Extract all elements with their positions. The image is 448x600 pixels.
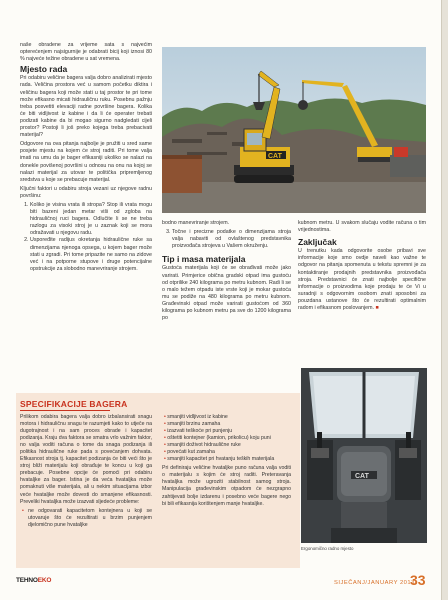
paragraph: Pri definiraju veličine hvataljke puno računa valja voditi o materijalu s kojim će stroj raditi. Preteravanja hvataljka može ugroziti stabilnost samog stroja. Manipulacija građevinskim otpadom će nezgrapno zahtijevati bolje izdarenu i posebno veće bagere nego bi bili efikasnija korištenjem manje hvataljke. (162, 465, 291, 507)
specifications-title: SPECIFIKACIJE BAGERA (20, 399, 128, 409)
column-1-intro: naše obradene za vrijeme sata s najvećim opterećenjem najsigurnije je odabrati bicij koji iznosi 80 % najveće težine obradene u sat vremena. (20, 42, 152, 63)
divider (20, 410, 110, 411)
paragraph: Prilikom odabira bagera valja dobro izbalansirati snagu motora i hidrauličnu snagu te razumjeti kako to utječe na dugotrajnost i na sam proces obrade i kapacitet podizanja. Kraju dva faktora se smatra vrlo važnim faktor, no valja voditi računa o tome da snaga podizanja ili politika hidraulične ruke pada s povećanjem dohvata. Efikasnost stroja tj. kapacitet podizanja će biti veći što je stroj bliži materijalu koji obrađuje te koncu u koji ga prebacuje. Posebne opcije će pomoći pri odabiru hvataljke za bager. Istina je da veća hvataljka može pomaknuti više materijala, ali u nekim situacijama izbor veće hvataljke može dovesti do smanjene efikasnosti. Preveliki hvataljka može izazvati sljedeće probleme: (20, 414, 152, 505)
list-item: • oštetiti kontejner (kamion, prikolicu) koju puni (170, 435, 291, 442)
list-item: • smanjiti brzinu zamaha (170, 421, 291, 428)
paragraph: bodno manevriranje strojem. (162, 220, 230, 226)
list-item: • izazvati teškoće pri punjenju (170, 428, 291, 435)
svg-text:CAT: CAT (268, 153, 282, 160)
paragraph: Pri odabiru veličine bagera valja dobro analizirati mjesto rada. Veličina prostora već u samom početku diktira i veličinu bagera koji može stati u taj prostor te pri tome može efikasno micati hidrauličnu ruku. Posebnu pažnju treba posvetiti elevaciji radne površine bagera. Kolika će biti vidljivost iz kabine i da li će operater trebati podizati kabine da bi mogao sigurno nadgledati cijeli prostor? Postoji li još preko kojega treba prebacivati materijal? (20, 75, 152, 139)
excavator-photo (162, 47, 426, 213)
logo-text-right: EKO (37, 577, 52, 584)
column-3 (298, 220, 426, 314)
specifications-column-1 (20, 414, 152, 529)
specifications-column-2 (162, 414, 291, 510)
section-heading-mjesto-rada: Mjesto rada (20, 64, 68, 75)
numbered-list (20, 202, 152, 273)
bullet-list (162, 414, 291, 463)
section-heading-tip-materijala: Tip i masa materijala (162, 254, 246, 265)
column-2 (162, 220, 291, 324)
paragraph (298, 248, 426, 312)
list-item: 3. Točne i precizne podatke o dimenzijama stroja valja nabaviti od ovlaštenog predstavnika proizvođača strojeva u Vašem okruženju. (172, 229, 291, 250)
section-heading-zakljucak: Zaključak (298, 237, 337, 248)
page-number: 33 (410, 572, 426, 588)
magazine-logo (16, 577, 51, 584)
photo-caption: Ergonomično radno mjesto (301, 546, 354, 551)
paragraph: kubnom metru. U svakom slučaju vodite računa o tim vrijednostima. (298, 220, 426, 234)
list-item: • povećati kut zamaha (170, 449, 291, 456)
bullet-list (20, 508, 152, 529)
list-item: 2. Uspoređite radijus okretanja hidraulične ruke sa dimenzijama njenoga opsega, u kojem bager može stati u zgradi. Pri tome pripazite ne samo na zidove već i na potporne stupove i druge potencijalne opstrukcije za slobodno manevriranje strojem. (30, 237, 152, 272)
issue-date: SIJEČANJ/JANUARY 2013. (334, 580, 417, 586)
paragraph: Ključni faktori u odabiru stroja vezani uz njegove radnu površinu: (20, 185, 152, 199)
logo-text-left: TEHNO (16, 577, 38, 584)
svg-text:CAT: CAT (355, 473, 369, 480)
list-item: • smanjiti doživot hidraulične ruke (170, 442, 291, 449)
list-item: • ne odgovarati kapacitetom kontejnera u koji se utovaruje što će rezultirati u brzim punjenjem djelomično pune hvataljke (28, 508, 152, 529)
column-1 (20, 42, 152, 273)
end-mark: ■ (375, 305, 379, 312)
page-edge (441, 0, 448, 600)
paragraph: Gustoća materijala koji će se obrađivati može jako varirati. Primjerice obična gradski otpad ima gustoću od otprilike 240 kilograma po metru kubnom. Radi li se o malo težem otpadu iste vrste koji je mokar gustoća mu se podiže na 480 kilograma po metru kubnom. Građevinski otpad može varirati gustoćom od 360 kilograma po kubnom metru pa sve do 1200 kilograma po (162, 265, 291, 322)
conclusion-text: U trenutku kada odgovorite osobe pribavi sve informacije koje smo ovdje naveli kao važne te odgovor na pitanja spomenuta u tekstu spremni je za kontaktiranje prodajnih predstavnika proizvođača stroja. Predstavnici će znati najbolje specifične informacije o proizvodima koje prodaju te će Vi u suradnji s odgovornim osobom znati sposobni za pouzdana ustanove što će rezultirati optimalnim radom i efikasnom poslovanjem. (298, 248, 426, 312)
cab-interior-photo (301, 368, 427, 543)
list-item: • smanjiti kapacitet pri hvatanju teških materijala (170, 456, 291, 463)
paragraph: Odgovore na ova pitanja najbolje je pružiti u sred same posjete mjestu na kojem će stroj raditi. Pri tome valja imati na umu da je bager efikasniji ukoliko se nalazi na donekle povišenoj površini u odnosu na onu na kojoj se nalazi materijal za utovar te politička pripremljenog sredstva u koje se prebacuje materijal. (20, 141, 152, 183)
list-item: 1. Koliko je visina vrata ili stropa? Stop ili vrata mogu biti bazeni jedan metar viši od zgloba na hidrauličnoj ruci bagera. Odlučite li se ne treba razlogu za visoki stroj je u zaznak koji se mora odražavati u njegovu radu. (30, 202, 152, 237)
numbered-list-continued (162, 229, 291, 250)
list-item: • smanjiti vidljivost iz kabine (170, 414, 291, 421)
